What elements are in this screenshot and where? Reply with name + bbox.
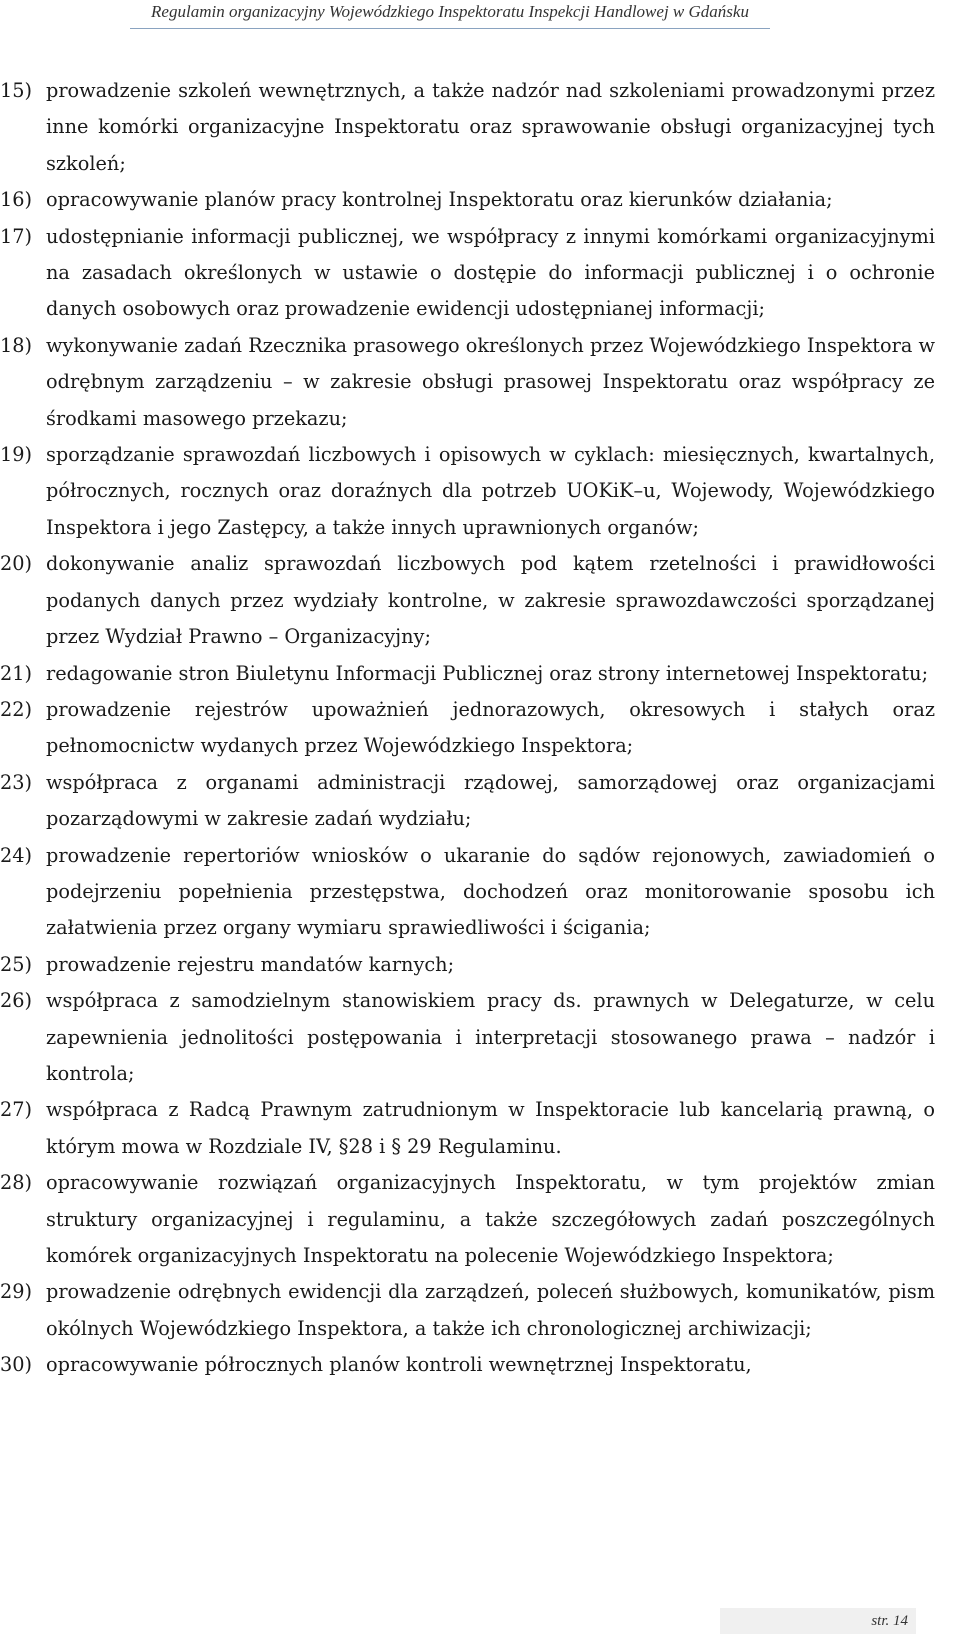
list-item-30 — [0, 1347, 935, 1383]
list-item-23 — [0, 765, 935, 838]
item-number: 25) — [0, 952, 33, 976]
list-item-24 — [0, 838, 935, 947]
item-text: współpraca z Radcą Prawnym zatrudnionym w Inspektoracie lub kancelarią prawną, o którym mowa w Rozdziale IV, §28 i § 29 Regulaminu. — [46, 1098, 935, 1158]
item-number: 27) — [0, 1098, 33, 1122]
item-text: redagowanie stron Biuletynu Informacji Publicznej oraz strony internetowej Inspektoratu; — [46, 661, 929, 685]
item-text: sporządzanie sprawozdań liczbowych i opisowych w cyklach: miesięcznych, kwartalnych, półrocznych, rocznych oraz doraźnych dla potrzeb UOKiK–u, Wojewody, Wojewódzkiego Inspektora i jego Zastępcy, a także innych uprawnionych organów; — [46, 443, 935, 539]
item-number: 22) — [0, 697, 33, 721]
list-item-26 — [0, 983, 935, 1092]
item-number: 16) — [0, 188, 33, 212]
item-number: 19) — [0, 443, 33, 467]
item-text: prowadzenie odrębnych ewidencji dla zarządzeń, poleceń służbowych, komunikatów, pism okólnych Wojewódzkiego Inspektora, a także ich chronologicznej archiwizacji; — [46, 1280, 935, 1340]
item-text: prowadzenie repertoriów wniosków o ukaranie do sądów rejonowych, zawiadomień o podejrzeniu popełnienia przestępstwa, dochodzeń oraz monitorowanie sposobu ich załatwienia przez organy wymiaru sprawiedliwości i ścigania; — [46, 843, 935, 940]
list-item-22 — [0, 692, 935, 765]
item-text: opracowywanie półrocznych planów kontroli wewnętrznej Inspektoratu, — [46, 1353, 752, 1377]
item-text: dokonywanie analiz sprawozdań liczbowych pod kątem rzetelności i prawidłowości podanych danych przez wydziały kontrolne, w zakresie sprawozdawczości sporządzanej przez Wydział Prawno – Organizacyjny; — [46, 552, 935, 649]
list-item-19 — [0, 437, 935, 546]
item-text: opracowywanie rozwiązań organizacyjnych Inspektoratu, w tym projektów zmian struktury organizacyjnej i regulaminu, a także szczegółowych zadań poszczególnych komórek organizacyjnych Inspektoratu na polecenie Wojewódzkiego Inspektora; — [46, 1171, 935, 1267]
item-number: 24) — [0, 843, 33, 867]
list-item-27 — [0, 1092, 935, 1165]
list-item-15 — [0, 73, 935, 182]
item-number: 17) — [0, 224, 33, 248]
item-number: 28) — [0, 1171, 33, 1195]
list-item-20 — [0, 546, 935, 655]
item-text: opracowywanie planów pracy kontrolnej Inspektoratu oraz kierunków działania; — [46, 188, 833, 212]
item-number: 20) — [0, 552, 33, 576]
item-number: 18) — [0, 333, 33, 357]
list-item-17 — [0, 219, 935, 328]
item-text: współpraca z organami administracji rządowej, samorządowej oraz organizacjami pozarządowymi w zakresie zadań wydziału; — [46, 770, 935, 831]
list-item-29 — [0, 1274, 935, 1347]
item-text: prowadzenie rejestrów upoważnień jednorazowych, okresowych i stałych oraz pełnomocnictw wydanych przez Wojewódzkiego Inspektora; — [46, 697, 935, 758]
item-number: 29) — [0, 1280, 33, 1304]
item-text: prowadzenie szkoleń wewnętrznych, a także nadzór nad szkoleniami prowadzonymi przez inne komórki organizacyjne Inspektoratu oraz sprawowanie obsługi organizacyjnej tych szkoleń; — [46, 79, 935, 175]
list-item-16 — [0, 182, 935, 218]
running-header — [130, 0, 770, 29]
list-item-21 — [0, 656, 935, 692]
item-number: 21) — [0, 661, 33, 685]
item-text: udostępnianie informacji publicznej, we współpracy z innymi komórkami organizacyjnymi na zasadach określonych w ustawie o dostępie do informacji publicznej i o ochronie danych osobowych oraz prowadzenie ewidencji udostępnianej informacji; — [46, 224, 935, 321]
list-item-18 — [0, 328, 935, 437]
page-number: str. 14 — [871, 1613, 908, 1629]
page-footer — [720, 1608, 916, 1634]
list-item-25 — [0, 947, 935, 983]
item-number: 30) — [0, 1353, 33, 1377]
document-title: Regulamin organizacyjny Wojewódzkiego Inspektoratu Inspekcji Handlowej w Gdańsku — [151, 2, 749, 21]
item-text: prowadzenie rejestru mandatów karnych; — [46, 952, 455, 976]
item-text: współpraca z samodzielnym stanowiskiem pracy ds. prawnych w Delegaturze, w celu zapewnienia jednolitości postępowania i interpretacji stosowanego prawa – nadzór i kontrola; — [46, 989, 935, 1085]
item-number: 15) — [0, 79, 33, 102]
task-list — [0, 73, 935, 1384]
item-number: 26) — [0, 989, 33, 1013]
list-item-28 — [0, 1165, 935, 1274]
item-number: 23) — [0, 770, 33, 794]
item-text: wykonywanie zadań Rzecznika prasowego określonych przez Wojewódzkiego Inspektora w odrębnym zarządzeniu – w zakresie obsługi prasowej Inspektoratu oraz współpracy ze środkami masowego przekazu; — [46, 333, 935, 430]
